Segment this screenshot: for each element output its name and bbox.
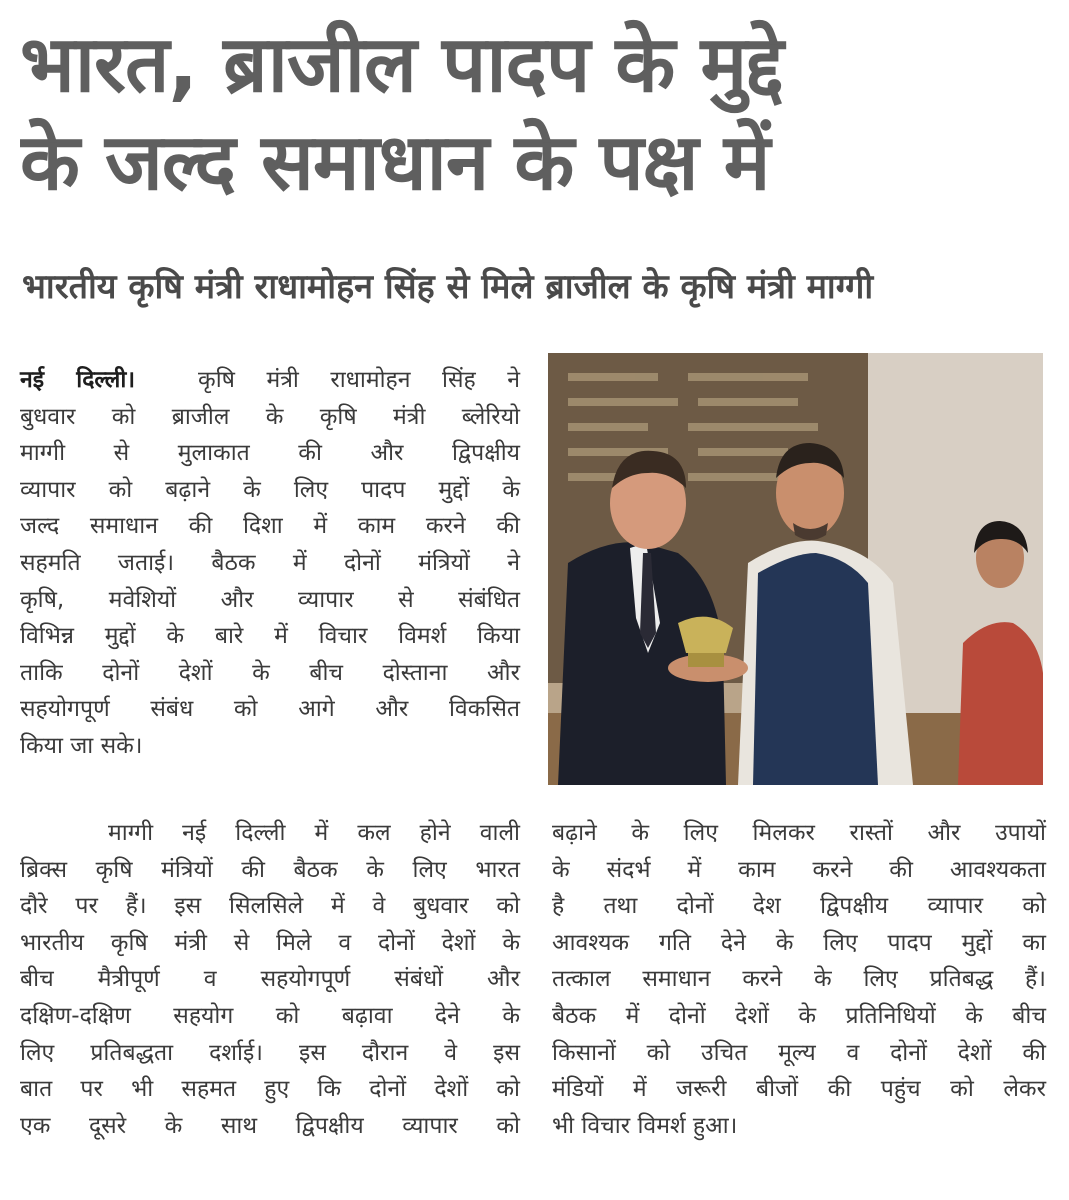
article-line: के संदर्भ में काम करने की आवश्यकता xyxy=(552,856,1046,883)
article-column-1-bottom xyxy=(20,815,520,1144)
subheadline: भारतीय कृषि मंत्री राधामोहन सिंह से मिले ब्राजील के कृषि मंत्री माग्गी xyxy=(22,267,874,307)
article-line: सहमति जताई। बैठक में दोनों मंत्रियों ने xyxy=(20,549,520,576)
article-line: भी विचार विमर्श हुआ। xyxy=(552,1112,738,1139)
article-line: सहयोगपूर्ण संबंध को आगे और विकसित xyxy=(20,696,520,723)
article-line: किसानों को उचित मूल्य व दोनों देशों की xyxy=(552,1039,1046,1066)
article-line: विभिन्न मुद्दों के बारे में विचार विमर्श किया xyxy=(20,623,520,650)
ministers-photo-illustration xyxy=(548,353,1043,785)
article-line: बीच मैत्रीपूर्ण व सहयोगपूर्ण संबंधों और xyxy=(20,966,520,993)
article-line: माग्गी नई दिल्ली में कल होने वाली xyxy=(108,820,520,846)
article-line: ताकि दोनों देशों के बीच दोस्ताना और xyxy=(20,659,520,686)
news-photo xyxy=(548,353,1043,785)
article-line: नई दिल्ली। कृषि मंत्री राधामोहन सिंह ने xyxy=(20,367,520,393)
article-line: मंडियों में जरूरी बीजों की पहुंच को लेकर xyxy=(552,1076,1046,1103)
article-line: बढ़ाने के लिए मिलकर रास्तों और उपायों xyxy=(552,820,1046,846)
headline xyxy=(20,16,1050,212)
headline-line-1: भारत, ब्राजील पादप के मुद्दे xyxy=(20,20,783,110)
article-line: भारतीय कृषि मंत्री से मिले व दोनों देशों के xyxy=(20,929,520,956)
article-line: दक्षिण-दक्षिण सहयोग को बढ़ावा देने के xyxy=(20,1002,520,1029)
article-line: तत्काल समाधान करने के लिए प्रतिबद्ध हैं। xyxy=(552,966,1046,993)
article-line: बात पर भी सहमत हुए कि दोनों देशों को xyxy=(20,1076,520,1103)
article-line: है तथा दोनों देश द्विपक्षीय व्यापार को xyxy=(552,893,1046,920)
article-line: माग्गी से मुलाकात की और द्विपक्षीय xyxy=(20,440,520,467)
dateline: नई दिल्ली। xyxy=(20,367,136,393)
article-line: किया जा सके। xyxy=(20,732,143,759)
article-line: ब्रिक्स कृषि मंत्रियों की बैठक के लिए भारत xyxy=(20,856,520,883)
article-line: आवश्यक गति देने के लिए पादप मुद्दों का xyxy=(552,929,1046,956)
article-column-1-top xyxy=(20,362,520,765)
article-line: एक दूसरे के साथ द्विपक्षीय व्यापार को xyxy=(20,1112,520,1139)
article-line: जल्द समाधान की दिशा में काम करने की xyxy=(20,513,520,540)
article-line: लिए प्रतिबद्धता दर्शाई। इस दौरान वे इस xyxy=(20,1039,520,1066)
article-line: बुधवार को ब्राजील के कृषि मंत्री ब्लेरियो xyxy=(20,403,520,430)
article-line: बैठक में दोनों देशों के प्रतिनिधियों के बीच xyxy=(552,1002,1046,1029)
headline-line-2: के जल्द समाधान के पक्ष में xyxy=(20,118,770,208)
article-line: व्यापार को बढ़ाने के लिए पादप मुद्दों के xyxy=(20,476,520,503)
article-line: दौरे पर हैं। इस सिलसिले में वे बुधवार को xyxy=(20,893,520,920)
article-line: कृषि, मवेशियों और व्यापार से संबंधित xyxy=(20,586,520,613)
article-column-2 xyxy=(552,815,1046,1144)
